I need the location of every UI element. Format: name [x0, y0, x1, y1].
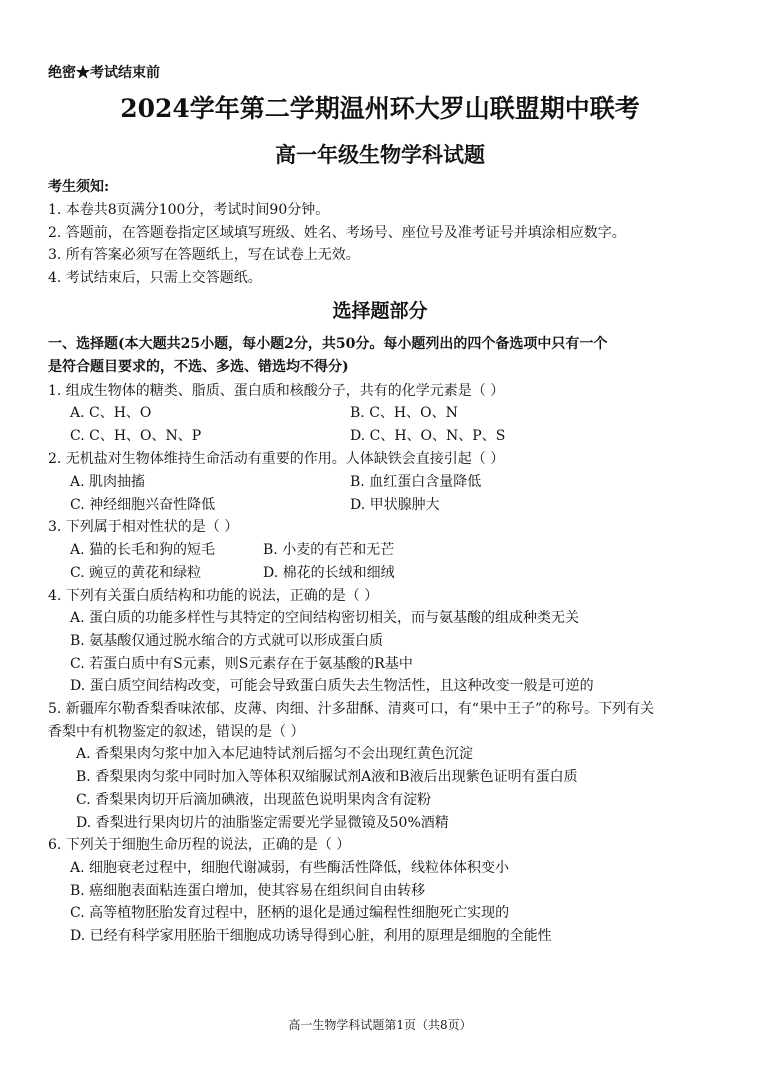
question-4-option-a: A. 蛋白质的功能多样性与其特定的空间结构密切相关，而与氨基酸的组成种类无关: [70, 610, 580, 626]
page-footer: 高一生物学科试题第1页（共8页）: [288, 1018, 472, 1032]
question-6-option-c: C. 高等植物胚胎发育过程中，胚柄的退化是通过编程性细胞死亡实现的: [70, 905, 510, 921]
question-5-stem-cont: 香梨中有机物鉴定的叙述，错误的是（ ）: [48, 724, 305, 740]
exam-title: 2024学年第二学期温州环大罗山联盟期中联考: [120, 94, 640, 123]
question-3-option-b: B. 小麦的有芒和无芒: [263, 542, 395, 558]
question-2-option-a: A. 肌肉抽搐: [70, 474, 146, 490]
notice-item: 3. 所有答案必须写在答题纸上，写在试卷上无效。: [48, 247, 360, 263]
question-1-option-c: C. C、H、O、N、P: [70, 428, 202, 444]
question-5-option-b: B. 香梨果肉匀浆中同时加入等体积双缩脲试剂A液和B液后出现紫色证明有蛋白质: [76, 769, 578, 785]
question-3-stem: 3. 下列属于相对性状的是（ ）: [48, 519, 239, 535]
question-4-option-c: C. 若蛋白质中有S元素，则S元素存在于氨基酸的R基中: [70, 656, 413, 672]
question-3-option-c: C. 豌豆的黄花和绿粒: [70, 565, 202, 581]
question-5-stem: 5. 新疆库尔勒香梨香味浓郁、皮薄、肉细、汁多甜酥、清爽可口，有“果中王子”的称号。下列有关: [48, 701, 655, 717]
question-2-option-b: B. 血红蛋白含量降低: [350, 474, 482, 490]
question-5-option-c: C. 香梨果肉切开后滴加碘液，出现蓝色说明果肉含有淀粉: [76, 792, 432, 808]
notice-item: 2. 答题前，在答题卷指定区域填写班级、姓名、考场号、座位号及准考证号并填涂相应数字。: [48, 225, 626, 241]
question-3-option-d: D. 棉花的长绒和细绒: [263, 565, 395, 581]
question-6-stem: 6. 下列关于细胞生命历程的说法，正确的是（ ）: [48, 837, 351, 853]
notice-item: 1. 本卷共8页满分100分，考试时间90分钟。: [48, 202, 330, 218]
section-title: 选择题部分: [332, 300, 428, 322]
question-6-option-b: B. 癌细胞表面粘连蛋白增加，使其容易在组织间自由转移: [70, 883, 426, 899]
notice-item: 4. 考试结束后，只需上交答题纸。: [48, 270, 262, 286]
part-intro-line: 一、选择题(本大题共25小题，每小题2分，共50分。每小题列出的四个备选项中只有一个: [48, 336, 608, 352]
question-4-option-d: D. 蛋白质空间结构改变，可能会导致蛋白质失去生物活性，且这种改变一般是可逆的: [70, 678, 594, 694]
confidential-label: 绝密★考试结束前: [48, 65, 160, 81]
question-4-stem: 4. 下列有关蛋白质结构和功能的说法，正确的是（ ）: [48, 588, 379, 604]
question-6-option-d: D. 已经有科学家用胚胎干细胞成功诱导得到心脏，利用的原理是细胞的全能性: [70, 928, 552, 944]
part-intro-line: 是符合题目要求的，不选、多选、错选均不得分): [48, 359, 349, 375]
question-6-option-a: A. 细胞衰老过程中，细胞代谢减弱，有些酶活性降低，线粒体体积变小: [70, 860, 510, 876]
question-2-stem: 2. 无机盐对生物体维持生命活动有重要的作用。人体缺铁会直接引起（ ）: [48, 451, 505, 467]
question-2-option-c: C. 神经细胞兴奋性降低: [70, 497, 216, 513]
question-1-option-a: A. C、H、O: [70, 405, 152, 421]
question-3-option-a: A. 猫的长毛和狗的短毛: [70, 542, 216, 558]
question-4-option-b: B. 氨基酸仅通过脱水缩合的方式就可以形成蛋白质: [70, 633, 384, 649]
question-5-option-a: A. 香梨果肉匀浆中加入本尼迪特试剂后摇匀不会出现红黄色沉淀: [76, 746, 474, 762]
exam-subtitle: 高一年级生物学科试题: [275, 142, 485, 167]
question-1-option-b: B. C、H、O、N: [350, 405, 458, 421]
question-1-stem: 1. 组成生物体的糖类、脂质、蛋白质和核酸分子，共有的化学元素是（ ）: [48, 383, 505, 399]
question-1-option-d: D. C、H、O、N、P、S: [350, 428, 506, 444]
question-2-option-d: D. 甲状腺肿大: [350, 497, 440, 513]
question-5-option-d: D. 香梨进行果肉切片的油脂鉴定需要光学显微镜及50%酒精: [76, 815, 449, 831]
notice-heading: 考生须知:: [48, 179, 110, 195]
